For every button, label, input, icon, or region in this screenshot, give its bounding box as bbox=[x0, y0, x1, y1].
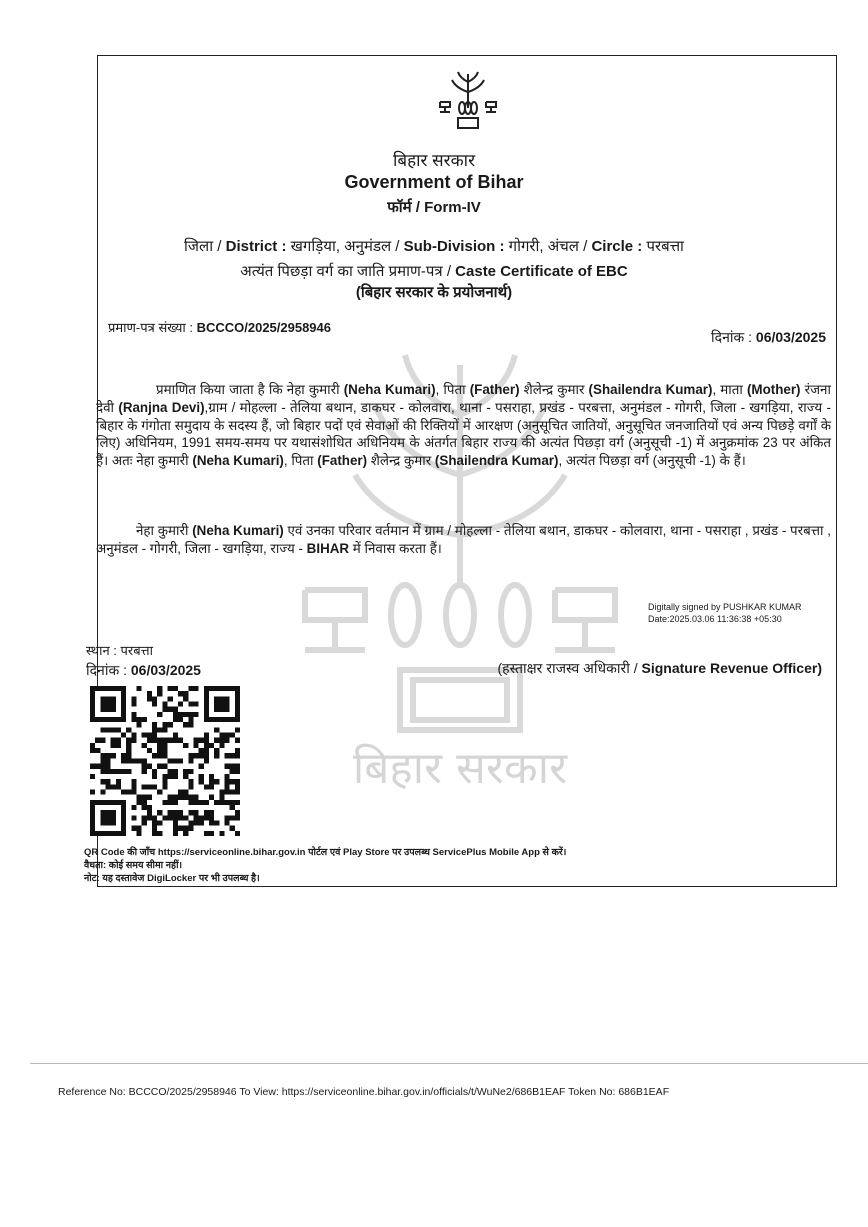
certificate-title-english: Caste Certificate of EBC bbox=[455, 263, 628, 280]
district-prefix: जिला / bbox=[184, 238, 226, 255]
header-english-title: Government of Bihar bbox=[344, 172, 524, 192]
para1-name: (Neha Kumari) bbox=[343, 382, 436, 397]
para1-name: (Neha Kumari) bbox=[192, 453, 284, 469]
certificate-number-value: BCCCO/2025/2958946 bbox=[196, 320, 331, 335]
para1-text: , माता bbox=[712, 382, 747, 397]
footer-date-label: दिनांक : bbox=[86, 662, 131, 678]
place bbox=[86, 641, 153, 659]
footer-date bbox=[86, 661, 201, 680]
para2-name: (Neha Kumari) bbox=[192, 523, 284, 538]
certificate-number-label: प्रमाण-पत्र संख्या : bbox=[108, 320, 197, 335]
subdivision-label: Sub-Division : bbox=[403, 238, 509, 255]
digital-signature-date: Date:2025.03.06 11:36:38 +05:30 bbox=[648, 614, 782, 624]
district-line bbox=[0, 236, 868, 256]
para1-text: , अत्यंत पिछड़ा वर्ग (अनुसूची -1) के हैं। bbox=[558, 453, 746, 469]
issue-date-label: दिनांक : bbox=[711, 329, 756, 345]
para1-father-label: (Father) bbox=[317, 453, 368, 469]
para1-father-label: (Father) bbox=[469, 382, 520, 397]
district-value: खगड़िया, अनुमंडल / bbox=[290, 238, 404, 255]
certificate-number bbox=[108, 318, 331, 336]
para1-text: , पिता bbox=[435, 382, 470, 397]
para2-state: BIHAR bbox=[306, 540, 350, 556]
circle-value: परबत्ता bbox=[646, 238, 684, 255]
footer-divider bbox=[30, 1063, 868, 1064]
district-label: District : bbox=[225, 238, 291, 255]
signature-english: Signature Revenue Officer) bbox=[641, 660, 822, 676]
para1-text: प्रमाणित किया जाता है कि नेहा कुमारी bbox=[156, 382, 344, 397]
reference-line: Reference No: BCCCO/2025/2958946 To View: https://serviceonline.bihar.gov.in/officials/t/WuNe2/686B1EAF Token No: 686B1EAF bbox=[58, 1086, 670, 1098]
para1-text: शैलेन्द्र कुमार bbox=[367, 453, 435, 469]
para1-text: ,ग्राम / मोहल्ला - तेलिया बथान, डाकघर - कोलवारा, थाना - पसराहा, प्रखंड - परबत्ता, अनुमंडल - गोगरी, जिला - खगड़िया, राज्य - बिहार के गंगोता समुदाय के सदस्य हैं, जो बिहार पदों एवं सेवाओं की रिक्तियों में आरक्षण (अनुसूचित जातियों, अनुसूचित जनजातियों एवं अन्य पिछड़े वर्गों के लिए) अधिनियम, 1991 समय-समय पर यथासंशोधित अधिनियम के अंतर्गत बिहार राज्य की अत्यंत पिछड़ा वर्ग (अनुसूची -1) में अनुक्रमांक 23 पर अंकित हैं। अतः नेहा कुमारी bbox=[96, 399, 831, 469]
para2-text: एवं उनका परिवार वर्तमान में ग्राम / मोहल्ला - तेलिया बथान, डाकघर - कोलवारा, थाना - पसराहा , प्रखंड - परबत्ता , अनुमंडल - गोगरी, जिला - खगड़िया, राज्य - bbox=[96, 523, 831, 556]
signature-hindi: (हस्ताक्षर राजस्व अधिकारी / bbox=[497, 660, 642, 676]
watermark-text: बिहार सरकार bbox=[352, 743, 568, 794]
form-english: Form-IV bbox=[424, 199, 481, 216]
para2-text: नेहा कुमारी bbox=[136, 523, 193, 538]
qr-code[interactable] bbox=[89, 686, 241, 836]
form-hindi: फॉर्म bbox=[387, 199, 412, 216]
certification-paragraph bbox=[96, 381, 831, 470]
footer-date-value: 06/03/2025 bbox=[130, 662, 201, 678]
signature-officer-line bbox=[498, 659, 823, 678]
issue-date-value: 06/03/2025 bbox=[755, 329, 826, 345]
para1-father-name: (Shailendra Kumar) bbox=[434, 453, 559, 469]
certificate-title-hindi: अत्यंत पिछड़ा वर्ग का जाति प्रमाण-पत्र / bbox=[240, 263, 456, 280]
form-title: फॉर्म / Form-IV bbox=[387, 199, 481, 216]
bihar-emblem-logo bbox=[436, 68, 500, 132]
digital-signature-block bbox=[648, 601, 802, 625]
residence-paragraph bbox=[96, 522, 831, 558]
place-label: स्थान : bbox=[86, 643, 121, 658]
circle-label: Circle : bbox=[591, 238, 647, 255]
subdivision-value: गोगरी, अंचल / bbox=[508, 238, 592, 255]
digital-signature-name: Digitally signed by PUSHKAR KUMAR bbox=[648, 602, 802, 612]
para1-mother-label: (Mother) bbox=[746, 382, 801, 397]
issue-date bbox=[711, 328, 826, 347]
para1-father-name: (Shailendra Kumar) bbox=[588, 382, 713, 397]
para1-text: शैलेन्द्र कुमार bbox=[519, 382, 589, 397]
qr-verification-note: QR Code की जाँच https://serviceonline.bihar.gov.in पोर्टल एवं Play Store पर उपलब्ध ServicePlus Mobile App से करें। bbox=[84, 847, 567, 858]
para2-text: में निवास करता हैं। bbox=[349, 540, 442, 556]
header-hindi-title: बिहार सरकार bbox=[392, 151, 476, 170]
certificate-title bbox=[0, 261, 868, 281]
para1-text: रंजना देवी bbox=[96, 382, 831, 415]
digilocker-note: नोट: यह दस्तावेज DigiLocker पर भी उपलब्ध है। bbox=[84, 873, 260, 884]
validity-note: वैधता: कोई समय सीमा नहीं। bbox=[84, 860, 183, 871]
para1-text: , पिता bbox=[283, 453, 318, 469]
place-value: परबत्ता bbox=[120, 643, 154, 658]
para1-mother-name: (Ranjna Devi) bbox=[118, 399, 205, 415]
certificate-purpose: (बिहार सरकार के प्रयोजनार्थ) bbox=[355, 284, 513, 301]
